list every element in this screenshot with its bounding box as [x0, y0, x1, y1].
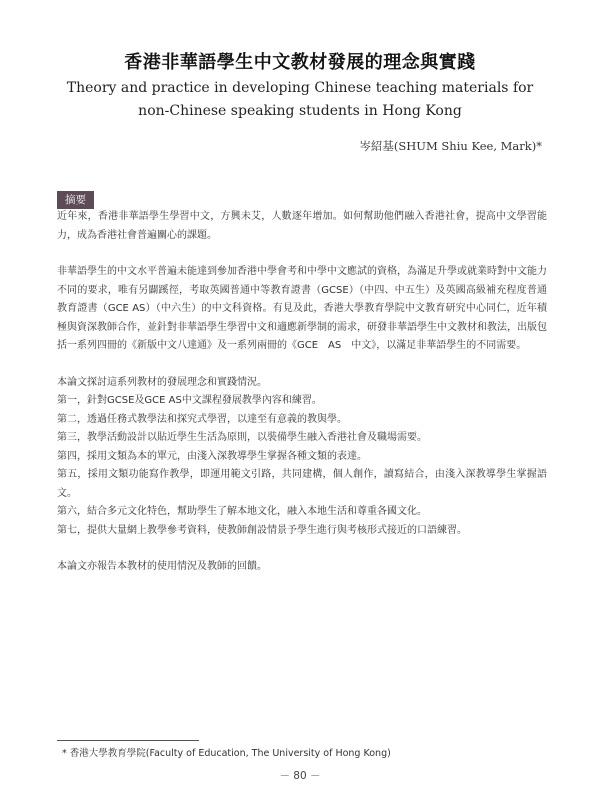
abstract-heading: 摘要 [57, 191, 94, 209]
title-english-line-2: non-Chinese speaking students in Hong Kong [138, 103, 462, 119]
paragraph-scope: 本論文探討這系列教材的發展理念和實踐情況。 [57, 376, 267, 388]
abstract-body [57, 208, 547, 577]
paragraph-background: 非華語學生的中文水平普遍未能達到參加香港中學會考和中學中文應試的資格，為滿足升學或就業時對中文能力不同的要求，唯有另闢蹊徑，考取英國普通中等教育證書（GCSE）（中四、中五生）及英國高級補充程度普通教育證書（GCE AS）（中六生）的中文科資格。有見及此，香港大學教育學院中文教育研究中心同仁，近年積極與資深教師合作，並針對非華語學生學習中文和適應新學制的需求，研發非華語學生中文教材和教法，出版包括一系列四冊的《新版中文八達通》及一系列兩冊的《GCE AS 中文》，以滿足非華語學生的不同需要。 [57, 266, 547, 351]
list-item-4: 第四，採用文類為本的單元，由淺入深教導學生掌握各種文類的表達。 [57, 450, 367, 462]
list-item-5: 第五，採用文類功能寫作教學，即運用範文引路，共同建構，個人創作，讀寫結合，由淺入深教導學生掌握語文。 [57, 469, 547, 499]
paragraph-intro: 近年來，香港非華語學生學習中文，方興未艾，人數逐年增加。如何幫助他們融入香港社會，提高中文學習能力，成為香港社會普遍關心的課題。 [57, 211, 547, 241]
paragraph-report: 本論文亦報告本教材的使用情況及教師的回饋。 [57, 561, 267, 572]
list-item-6: 第六，結合多元文化特色，幫助學生了解本地文化，融入本地生活和尊重各國文化。 [57, 506, 427, 517]
title-english-line-1: Theory and practice in developing Chinese teaching materials for [66, 80, 534, 96]
footnote-affiliation: * 香港大學教育學院(Faculty of Education, The University of Hong Kong) [62, 748, 391, 759]
author-name: 岑紹基(SHUM Shiu Kee, Mark)* [359, 139, 542, 153]
title-chinese: 香港非華語學生中文教材發展的理念與實踐 [124, 52, 476, 73]
page-number: － 80 － [279, 770, 321, 782]
list-item-2: 第二，透過任務式教學法和探究式學習，以達至有意義的教與學。 [57, 413, 347, 425]
footnote-divider [57, 740, 199, 741]
list-item-7: 第七，提供大量網上教學參考資料，使教師創設情景予學生進行與考核形式接近的口語練習。 [57, 524, 467, 536]
list-item-3: 第三，教學活動設計以貼近學生生活為原則，以裝備學生融入香港社會及職場需要。 [57, 432, 427, 443]
list-item-1: 第一，針對GCSE及GCE AS中文課程發展教學內容和練習。 [57, 395, 322, 406]
